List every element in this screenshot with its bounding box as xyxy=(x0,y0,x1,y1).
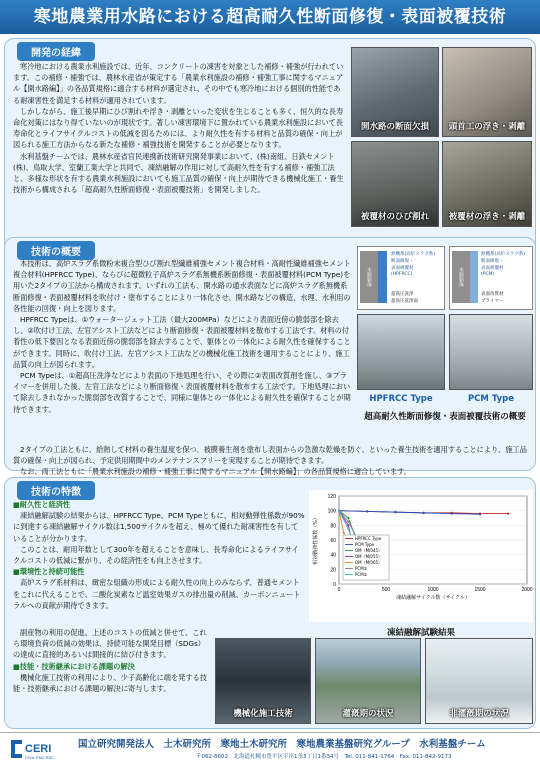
legend-entry: PCM Type xyxy=(355,542,375,547)
legend-entry: PCM② xyxy=(355,572,368,577)
photo-pcm-channel xyxy=(449,314,533,390)
paragraph: なお、両工法ともに「農業水利施設の補修・補強工事に関するマニュアル【開水路編】」の各品質規格に適合しています。 xyxy=(20,467,411,477)
label-hpfrcc: HPFRCC Type xyxy=(369,394,433,404)
paragraph: しかしながら、施工後早期にひび割れや浮き・剥離といった変状を生じることも多く、恒久的な長寿命化対策にはなり得ていないのが現状です。著しい凍害環境下に置かれている農業水利施設において長寿命化とライフサイクルコストの低減を図るためには、より耐久性を有する材料と品質の確保・向上が図られる施工方法からなる新たな補修・補強技術を開発することが必要となります。 xyxy=(13,106,344,150)
paragraph: HPFRCC Typeは、①ウォータージェット工法（最大200MPa）などにより表面近傍の脆弱部を除去し、②吹付け工法、左官アシスト工法などにより断面修復・表面被覆材料を散布する工法です。材料の付着性の低下要因となる表面近傍の脆弱部を除去することで、躯体との一体化による耐久性を確保することができます。同時に、吹付け工法、左官アシスト工法などの機械化施工技術を適用することにより、施工品質の向上が図られます。 xyxy=(13,315,351,369)
y-axis-label: 相対動弾性係数（%） xyxy=(313,515,319,565)
ceri-logo-mark xyxy=(8,736,54,762)
overview-text-bottom xyxy=(13,444,529,478)
photo-irrigation-season xyxy=(315,638,421,724)
paragraph: PCM Typeは、①超高圧洗浄などにより表面の下地処理を行い、その際に②表面改質剤を施し、③プライマーを併用した後、左官工法などにより断面修復・表面被覆材料を散布する工法です。下地処理において除去しきれなかった脆弱部を改質することで、同様に躯体との一体化による耐久性を確保することが期待できます。 xyxy=(13,371,351,414)
diagram-base: 水路躯体 xyxy=(452,251,470,303)
photo-channel-section-loss xyxy=(351,47,439,137)
diagram-tag: 無機系(高炉スラグ系) xyxy=(481,252,526,257)
data-point xyxy=(479,513,481,515)
x-tick-label: 1000 xyxy=(427,587,439,593)
photo-label: 頭首工の浮き・剥離 xyxy=(448,122,526,132)
feature-heading: ■環境性と持続可能性 xyxy=(13,567,85,577)
photo-label: 非灌漑期の状況 xyxy=(449,709,509,719)
section-heading: 技術の概要 xyxy=(17,241,95,260)
features-text xyxy=(13,499,305,611)
y-tick-label: 100 xyxy=(327,508,336,515)
diagram-base: 水路躯体 xyxy=(360,251,378,303)
paragraph: このことは、耐用年数として300年を超えることを意味し、長寿命化によるライフサイクルコストの低減に繋がり、その経済性をも向上させます。 xyxy=(13,544,299,566)
section-technology-overview xyxy=(4,237,536,477)
paragraph: 水利基盤チームでは、農林水産省官民連携新技術研究開発事業において、(株)南組、日鉄セメント(株)、鳥取大学、室蘭工業大学と共同で、凍結融解の作用に対して高耐久性を有する補修・補強工法と、多様な形状を有する農業水利施設においても施工品質の確保・向上が期待できる機械化施工・養生技術から構成される「超高耐久性断面修復・表面被覆技術」を開発しました。 xyxy=(13,151,344,195)
ceri-logo xyxy=(8,736,54,762)
footer xyxy=(0,732,540,764)
x-tick-label: 2000 xyxy=(521,587,533,593)
data-point xyxy=(347,528,349,530)
photo-coating-cracks xyxy=(351,141,439,227)
photo-non-irrigation-season xyxy=(425,638,533,724)
diagram-tag: 無機系(高炉スラグ系) xyxy=(391,252,436,257)
x-axis-label: 凍結融解サイクル数（サイクル） xyxy=(396,595,470,601)
data-point xyxy=(423,512,425,514)
y-tick-label: 120 xyxy=(327,494,336,500)
x-tick-label: 500 xyxy=(381,587,391,593)
data-point xyxy=(394,511,396,513)
section-features xyxy=(4,477,536,729)
diagram-tag: 表面被覆材 xyxy=(391,266,414,271)
organization-name: 国立研究開発法人 土木研究所 寒地土木研究所 寒地農業基盤研究グループ 水利基盤チーム xyxy=(78,739,486,750)
diagram-tag: 断面修復・ xyxy=(481,259,504,264)
data-point xyxy=(338,510,340,512)
paragraph: 高炉スラグ系材料は、緻密な組織の形成による耐久性の向上のみならず、普通セメントをこれに代えることで、二酸化炭素など温室効果ガスの排出量の削減、カーボンニュートラルへの貢献が期待できます。 xyxy=(13,578,301,610)
diagram-layer xyxy=(470,251,478,303)
svg-text:CERI: CERI xyxy=(25,743,52,755)
y-tick-label: 60 xyxy=(330,538,336,544)
photo-coating-delamination xyxy=(442,141,532,227)
diagram-tag: 超高圧洗浄面 xyxy=(391,299,418,304)
organization-address: 〒062-8602 北海道札幌市豊平区平岸1条3丁目1番34号 Tel. 011-841-1764 Fax. 011-842-9173 xyxy=(196,754,452,760)
diagram-pcm xyxy=(449,246,533,310)
photo-hpfrcc-channel xyxy=(357,314,445,390)
paragraph: 機械化施工技術の利用により、少子高齢化に端を発する技能・技術継承における課題の解決に寄与します。 xyxy=(13,672,207,694)
photo-label: 灌漑期の状況 xyxy=(342,709,394,719)
paragraph: 副産物の利用の促進、上述のコストの低減と併せて、これら環境負荷の低減の効果は、持続可能な開発目標（SDGs）の達成に直接的あるいは間接的に結び付きます。 xyxy=(13,628,207,660)
section-heading: 開発の経緯 xyxy=(17,42,95,61)
data-point xyxy=(451,513,453,515)
chart-caption: 凍結融解試験結果 xyxy=(386,628,455,638)
x-tick-label: 0 xyxy=(337,587,341,593)
diagram-tag: (PCM) xyxy=(481,272,495,277)
x-tick-label: 1500 xyxy=(474,587,486,593)
freeze-thaw-chart xyxy=(309,490,533,622)
paragraph: 凍結融解試験の結果からは、HPFRCC Type、PCM Typeともに、相対動弾性係数が90%に到達する凍結融解サイクル数は1,500サイクルを超え、極めて優れた耐凍害性を有していることが分かります。 xyxy=(13,511,305,543)
diagram-tag: 表面改質材 xyxy=(481,292,504,297)
photo-label: 開水路の断面欠損 xyxy=(360,122,429,132)
photo-mechanized-construction xyxy=(215,638,311,724)
paragraph: 寒冷地における農業水利施設では、近年、コンクリートの凍害を対象とした補修・補強が行われています。この補修・補強では、農林水産省が策定する「農業水利施設の補修・補強工事に関するマニュアル【開水路編】」の各品質規格に適合する材料が選定され、その中でも寒冷地における個別的性能である耐凍害性を満足する材料が適用されています。 xyxy=(13,62,344,105)
diagram-layer xyxy=(378,251,387,303)
y-tick-label: 0 xyxy=(333,582,336,588)
label-pcm: PCM Type xyxy=(467,394,515,404)
data-point xyxy=(366,510,368,512)
data-point xyxy=(347,521,349,523)
y-tick-label: 40 xyxy=(330,552,336,559)
diagram-tag: プライマー xyxy=(481,299,504,304)
section-heading: 技術の特徴 xyxy=(17,481,95,500)
chart-svg xyxy=(309,490,533,608)
data-point xyxy=(507,513,509,515)
data-point xyxy=(347,517,349,519)
legend-entry: OM（M/055） xyxy=(355,554,383,559)
data-point xyxy=(343,532,345,534)
diagram-tag: (HPFRCC) xyxy=(391,272,413,277)
legend-entry: HPFRCC Type xyxy=(355,536,382,541)
diagram-tag: 断面修復・ xyxy=(391,259,414,264)
feature-heading: ■耐久性と経済性 xyxy=(13,500,71,509)
feature-heading: ■技能・技術継承における課題の解決 xyxy=(13,661,135,671)
diagram-tag: 超高圧洗浄 xyxy=(391,292,414,297)
overview-text-top xyxy=(13,258,353,415)
paragraph: 2タイプの工法ともに、給熱して材料の養生温度を保つ、被膜養生剤を塗布し表面からの急激な乾燥を防ぐ、といった養生技術を適用することにより、施工品質の確保・向上が図られ、予定供用期間中のメンテナンスフリーを実現することが期待できます。 xyxy=(13,445,527,466)
data-point xyxy=(347,524,349,526)
photo-label: 被覆材のひび割れ xyxy=(360,212,429,222)
paragraph: 本技術は、高炉スラグ系微粉末複合型ひび割れ型繊維補強セメント複合材料・高耐性繊維補強セメント複合材料(HPFRCC Type)、ならびに超微粒子高炉スラグ系無機系断面修復・表面被覆材料(PCM Type)を用いた2タイプの工法から構成されます。いずれの工法も、開水路の通水表面などに高炉スラグ系無機系断面修復・表面被覆材料を吹付け・塗布することにより一体化させ、開水路などの構造、水理、水利用の各性能の回復・向上を図ります。 xyxy=(13,259,351,313)
photo-headworks-delamination xyxy=(442,47,532,137)
photo-label: 被覆材の浮き・剥離 xyxy=(448,212,526,222)
overview-caption: 超高耐久性断面修復・表面被覆技術の概要 xyxy=(364,412,526,422)
section-development-background xyxy=(4,38,536,256)
photo-label: 機械化施工技術 xyxy=(233,709,293,719)
svg-text:CIVIL ENG RSCH: CIVIL ENG RSCH xyxy=(25,755,54,760)
legend-entry: OM（M/045） xyxy=(355,548,383,553)
y-tick-label: 80 xyxy=(330,523,336,530)
page-title: 寒地農業用水路における超高耐久性断面修復・表面被覆技術 xyxy=(0,0,540,34)
diagram-tag: 表面被覆材 xyxy=(481,266,504,271)
background-text xyxy=(13,61,347,195)
diagram-hpfrcc xyxy=(357,246,445,310)
y-tick-label: 20 xyxy=(330,567,336,574)
features-text-lower xyxy=(13,627,209,694)
legend-entry: OM（M/065） xyxy=(355,560,383,565)
legend-entry: PCM① xyxy=(355,566,368,571)
